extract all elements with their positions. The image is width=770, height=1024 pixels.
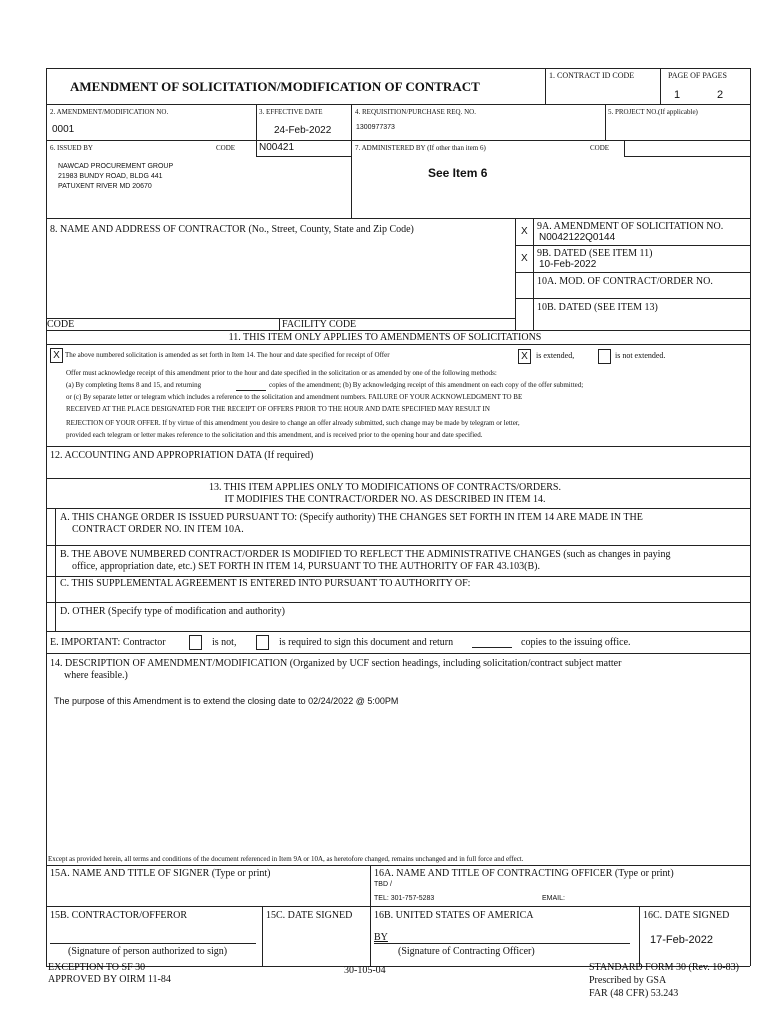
issued-code-value: N00421 (259, 142, 295, 153)
mark-9a: X (521, 226, 528, 237)
officer-date-signed: 17-Feb-2022 (650, 934, 713, 946)
form-number: 30-105-04 (344, 965, 386, 976)
item-11-instructions: Offer must acknowledge receipt of this amendment prior to the hour and date specified in the solicitation or as amended by one of the following methods: (66, 369, 497, 377)
officer-email-label: EMAIL: (542, 895, 565, 902)
contractor-signature-caption: (Signature of person authorized to sign) (68, 946, 228, 957)
value-9b: 10-Feb-2022 (539, 259, 597, 270)
terms-unchanged-note: Except as provided herein, all terms and conditions of the document referenced in Item 9A or 10A, as heretofore changed, remains unchanged and in full force and effect. (48, 855, 524, 863)
description-label: 14. DESCRIPTION OF AMENDMENT/MODIFICATION (Organized by UCF section headings, including solicitation/contract subject matter (50, 658, 622, 669)
amended-checkbox[interactable]: X (50, 348, 63, 363)
value-9a: N0042122Q0144 (539, 232, 616, 243)
item-13d: D. OTHER (Specify type of modification and authority) (60, 606, 285, 617)
issued-code-label: CODE (216, 144, 236, 152)
extended-checkbox[interactable]: X (518, 349, 531, 364)
signer-name-label: 15A. NAME AND TITLE OF SIGNER (Type or print) (50, 868, 271, 879)
accounting-data-label: 12. ACCOUNTING AND APPROPRIATION DATA (If required) (50, 450, 314, 461)
administered-by-label: 7. ADMINISTERED BY (If other than item 6) (355, 144, 486, 152)
effective-date-label: 3. EFFECTIVE DATE (259, 108, 323, 116)
effective-date-value: 24-Feb-2022 (274, 125, 332, 136)
requisition-label: 4. REQUISITION/PURCHASE REQ. NO. (355, 108, 476, 116)
amendment-no-value: 0001 (52, 124, 75, 135)
mark-9b: X (521, 253, 528, 264)
contractor-date-signed-label: 15C. DATE SIGNED (266, 910, 353, 921)
item-13a-cont: CONTRACT ORDER NO. IN ITEM 10A. (72, 524, 244, 535)
item-13-heading: 13. THIS ITEM APPLIES ONLY TO MODIFICATIONS OF CONTRACTS/ORDERS. (208, 482, 561, 493)
issuer-address-line: NAWCAD PROCUREMENT GROUP (58, 163, 174, 170)
exception-note: EXCEPTION TO SF 30 (48, 962, 146, 973)
requisition-value: 1300977373 (356, 124, 395, 131)
label-9b: 9B. DATED (SEE ITEM 11) (537, 248, 653, 259)
issuer-address-line: 21983 BUNDY ROAD, BLDG 441 (58, 173, 163, 180)
label-10b: 10B. DATED (SEE ITEM 13) (537, 302, 658, 313)
item-13b-cont: office, appropriation date, etc.) SET FORTH IN ITEM 14, PURSUANT TO THE AUTHORITY OF FAR 43.103(B). (72, 561, 540, 572)
page-of-pages-label: PAGE OF PAGES (668, 71, 727, 80)
is-required-checkbox[interactable] (256, 635, 269, 650)
is-required-label: is required to sign this document and return (279, 637, 454, 648)
administered-code-label: CODE (590, 144, 610, 152)
copies-blank (236, 390, 266, 391)
is-not-checkbox[interactable] (189, 635, 202, 650)
approved-by-note: APPROVED BY OIRM 11-84 (48, 974, 171, 985)
not-extended-checkbox[interactable] (598, 349, 611, 364)
officer-name: TBD / (374, 881, 392, 888)
item-13a: A. THIS CHANGE ORDER IS ISSUED PURSUANT TO: (Specify authority) THE CHANGES SET FORTH IN ITEM 14 ARE MADE IN THE (60, 512, 643, 523)
item-11-instructions: provided each telegram or letter makes reference to the solicitation and this amendment, and is received prior to the opening hour and date specified. (66, 431, 483, 439)
far-reference: FAR (48 CFR) 53.243 (589, 988, 679, 999)
item-13-subheading: IT MODIFIES THE CONTRACT/ORDER NO. AS DESCRIBED IN ITEM 14. (224, 494, 546, 505)
is-extended-label: is extended, (536, 351, 575, 360)
officer-tel: TEL: 301-757-5283 (374, 895, 435, 902)
usa-label: 16B. UNITED STATES OF AMERICA (374, 910, 534, 921)
facility-code-label: FACILITY CODE (282, 319, 357, 330)
important-label: E. IMPORTANT: Contractor (50, 637, 166, 648)
is-not-label: is not, (212, 637, 237, 648)
item-11-instructions: copies of the amendment; (b) By acknowledging receipt of this amendment on each copy of the offer submitted; (269, 381, 584, 389)
contract-id-code-label: 1. CONTRACT ID CODE (549, 71, 635, 80)
label-10a: 10A. MOD. OF CONTRACT/ORDER NO. (537, 276, 713, 287)
by-label: BY (374, 932, 388, 943)
officer-signature-caption: (Signature of Contracting Officer) (398, 946, 535, 957)
standard-form-label: STANDARD FORM 30 (Rev. 10-83) (589, 962, 739, 973)
item-13c: C. THIS SUPPLEMENTAL AGREEMENT IS ENTERED INTO PURSUANT TO AUTHORITY OF: (60, 578, 471, 589)
copies-count-blank (472, 647, 512, 648)
officer-date-signed-label: 16C. DATE SIGNED (643, 910, 730, 921)
prescribed-by-label: Prescribed by GSA (589, 975, 667, 986)
page-number: 1 (674, 89, 681, 101)
contractor-offeror-label: 15B. CONTRACTOR/OFFEROR (50, 910, 188, 921)
page-count: 2 (717, 89, 724, 101)
amended-text: The above numbered solicitation is amended as set forth in Item 14. The hour and date specified for receipt of Offer (65, 351, 390, 359)
item-13b: B. THE ABOVE NUMBERED CONTRACT/ORDER IS MODIFIED TO REFLECT THE ADMINISTRATIVE CHANGES (such as changes in paying (60, 549, 671, 560)
description-label-cont: where feasible.) (64, 670, 128, 681)
officer-name-label: 16A. NAME AND TITLE OF CONTRACTING OFFICER (Type or print) (374, 868, 674, 879)
project-no-label: 5. PROJECT NO.(If applicable) (608, 108, 698, 116)
item-11-instructions: RECEIVED AT THE PLACE DESIGNATED FOR THE RECEIPT OF OFFERS PRIOR TO THE HOUR AND DATE SPECIFIED MAY RESULT IN (66, 405, 490, 413)
item-11-instructions: REJECTION OF YOUR OFFER. If by virtue of this amendment you desire to change an offer already submitted, such change may be made by telegram or letter, (66, 419, 520, 427)
officer-signature-line (374, 943, 630, 944)
issued-by-label: 6. ISSUED BY (50, 144, 93, 152)
form-title: AMENDMENT OF SOLICITATION/MODIFICATION OF CONTRACT (70, 79, 480, 94)
see-item-6: See Item 6 (428, 166, 488, 180)
issuer-address-line: PATUXENT RIVER MD 20670 (58, 183, 152, 190)
label-9a: 9A. AMENDMENT OF SOLICITATION NO. (537, 221, 724, 232)
item-11-heading: 11. THIS ITEM ONLY APPLIES TO AMENDMENTS OF SOLICITATIONS (228, 332, 542, 343)
item-11-instructions: (a) By completing Items 8 and 15, and returning (66, 381, 202, 389)
contractor-signature-line (50, 943, 256, 944)
contractor-code-label: CODE (47, 319, 75, 330)
item-11-instructions: or (c) By separate letter or telegram which includes a reference to the solicitation and amendment numbers. FAILURE OF YOUR ACKNOWLEDGMENT TO BE (66, 393, 523, 401)
is-not-extended-label: is not extended. (615, 351, 666, 360)
copies-label: copies to the issuing office. (521, 637, 631, 648)
amendment-no-label: 2. AMENDMENT/MODIFICATION NO. (50, 108, 169, 116)
amendment-purpose: The purpose of this Amendment is to extend the closing date to 02/24/2022 @ 5:00PM (54, 696, 399, 706)
contractor-label: 8. NAME AND ADDRESS OF CONTRACTOR (No., Street, County, State and Zip Code) (50, 224, 414, 235)
